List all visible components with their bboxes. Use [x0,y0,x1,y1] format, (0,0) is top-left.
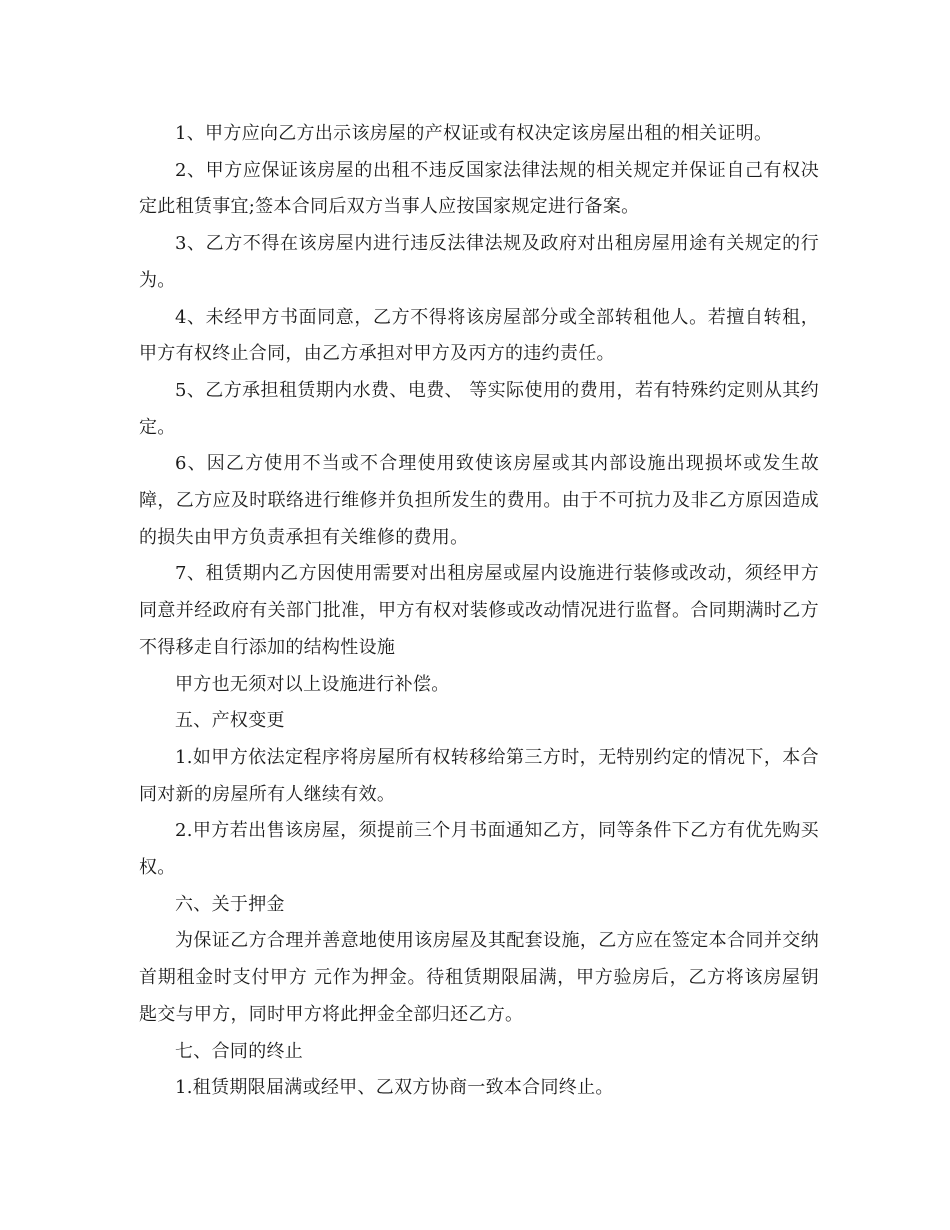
section-heading-termination: 七、合同的终止 [175,1040,304,1062]
clause-7: 7、租赁期内乙方因使用需要对出租房屋或屋内设施进行装修或改动，须经甲方同意并经政府有关部门批准，甲方有权对装修或改动情况进行监督。合同期满时乙方不得移走自行添加的结构性设施 [139,563,819,658]
clause-6: 6、因乙方使用不当或不合理使用致使该房屋或其内部设施出现损坏或发生故障，乙方应及时联络进行维修并负担所发生的费用。由于不可抗力及非乙方原因造成的损失由甲方负责承担有关维修的费用。 [139,453,819,548]
termination-item-1: 1.租赁期限届满或经甲、乙双方协商一致本合同终止。 [175,1077,614,1099]
property-change-item-1: 1.如甲方依法定程序将房屋所有权转移给第三方时，无特别约定的情况下，本合同对新的房屋所有人继续有效。 [139,746,819,805]
clause-2: 2、甲方应保证该房屋的出租不违反国家法律法规的相关规定并保证自己有权决定此租赁事宜;签本合同后双方当事人应按国家规定进行备案。 [139,159,819,218]
clause-7-continuation: 甲方也无须对以上设施进行补偿。 [175,673,450,695]
deposit-paragraph: 为保证乙方合理并善意地使用该房屋及其配套设施，乙方应在签定本合同并交纳首期租金时支付甲方 元作为押金。待租赁期限届满，甲方验房后，乙方将该房屋钥匙交与甲方，同时甲方将此押金全部归还乙方。 [139,930,819,1025]
clause-3: 3、乙方不得在该房屋内进行违反法律法规及政府对出租房屋用途有关规定的行为。 [139,233,819,291]
section-heading-deposit: 六、关于押金 [175,893,285,915]
property-change-item-2: 2.甲方若出售该房屋，须提前三个月书面通知乙方，同等条件下乙方有优先购买权。 [139,820,819,879]
clause-4: 4、未经甲方书面同意，乙方不得将该房屋部分或全部转租他人。若擅自转租，甲方有权终止合同，由乙方承担对甲方及丙方的违约责任。 [139,306,819,365]
document-body [139,116,819,1107]
clause-1: 1、甲方应向乙方出示该房屋的产权证或有权决定该房屋出租的相关证明。 [175,123,773,144]
clause-5: 5、乙方承担租赁期内水费、电费、 等实际使用的费用，若有特殊约定则从其约定。 [139,379,819,438]
section-heading-property-change: 五、产权变更 [175,710,285,732]
